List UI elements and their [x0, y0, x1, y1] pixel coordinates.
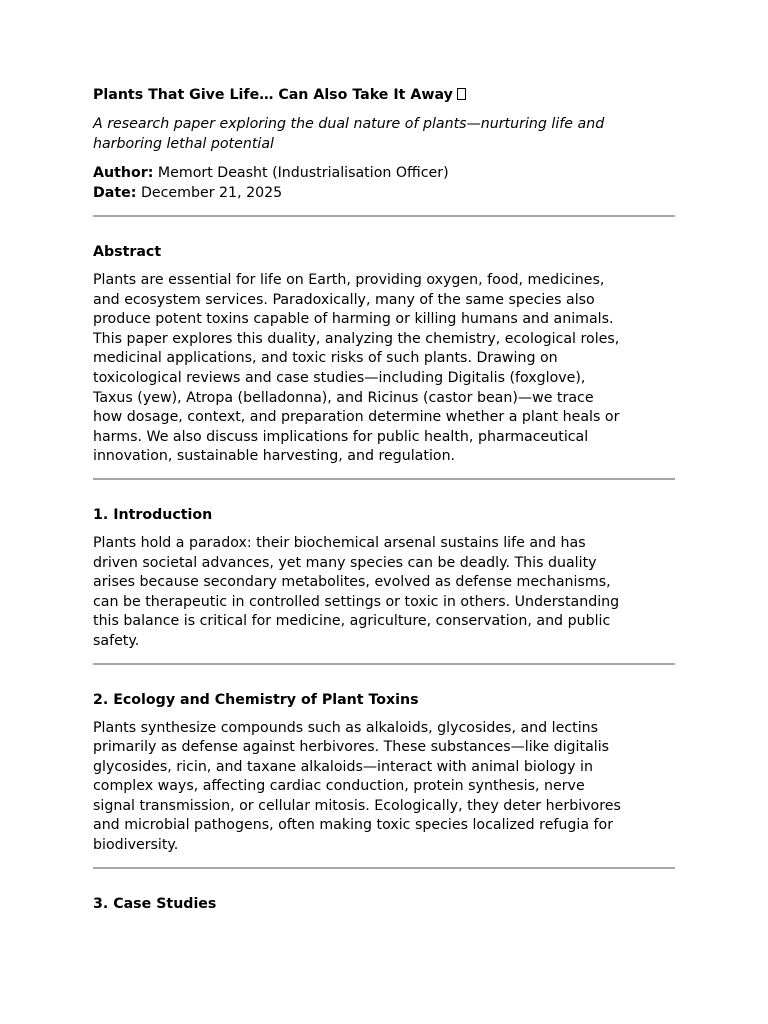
date-label: Date: — [93, 184, 137, 201]
section-divider — [93, 215, 675, 217]
date-line — [93, 184, 675, 204]
section-divider — [93, 663, 675, 665]
abstract-heading: Abstract — [93, 244, 162, 260]
introduction-body: Plants hold a paradox: their biochemical arsenal sustains life and has driven societal advances, yet many species can be deadly. This duality arises because secondary metabolites, evolved as defense mechanisms, can be therapeutic in controlled settings or toxic in others. Understanding this balance is critical for medicine, agriculture, conservation, and public safety. — [93, 534, 620, 649]
document-meta — [93, 164, 675, 203]
document-title-text: Plants That Give Life… Can Also Take It Away — [93, 87, 453, 103]
ecology-heading: 2. Ecology and Chemistry of Plant Toxins — [93, 691, 419, 708]
abstract-body: Plants are essential for life on Earth, providing oxygen, food, medicines, and ecosystem services. Paradoxically, many of the same species also produce potent toxins capable of harming or killing humans and animals. This paper explores this duality, analyzing the chemistry, ecological roles, medicinal applications, and toxic risks of such plants. Drawing on toxicological reviews and case studies—including Digitalis (foxglove), Taxus (yew), Atropa (belladonna), and Ricinus (castor bean)—we trace how dosage, context, and preparation determine whether a plant heals or harms. We also discuss implications for public health, pharmaceutical innovation, sustainable harvesting, and regulation. — [93, 272, 620, 465]
section-divider — [93, 867, 675, 869]
section-divider — [93, 478, 675, 480]
missing-glyph-icon — [457, 88, 466, 100]
author-line — [93, 164, 675, 184]
document-title — [93, 85, 675, 105]
document-content — [93, 85, 675, 914]
ecology-body: Plants synthesize compounds such as alkaloids, glycosides, and lectins primarily as defense against herbivores. These substances—like digitalis glycosides, ricin, and taxane alkaloids—interact with animal biology in complex ways, affecting cardiac conduction, protein synthesis, nerve signal transmission, or cellular mitosis. Ecologically, they deter herbivores and microbial pathogens, often making toxic species localized refugia for biodiversity. — [93, 719, 621, 854]
author-label: Author: — [93, 165, 154, 181]
introduction-heading: 1. Introduction — [93, 506, 213, 523]
author-value: Memort Deasht (Industrialisation Officer) — [157, 165, 449, 181]
document-subtitle: A research paper exploring the dual nature of plants—nurturing life and harboring lethal potential — [93, 116, 605, 152]
date-value: December 21, 2025 — [140, 184, 283, 201]
case-studies-heading: 3. Case Studies — [93, 895, 217, 912]
